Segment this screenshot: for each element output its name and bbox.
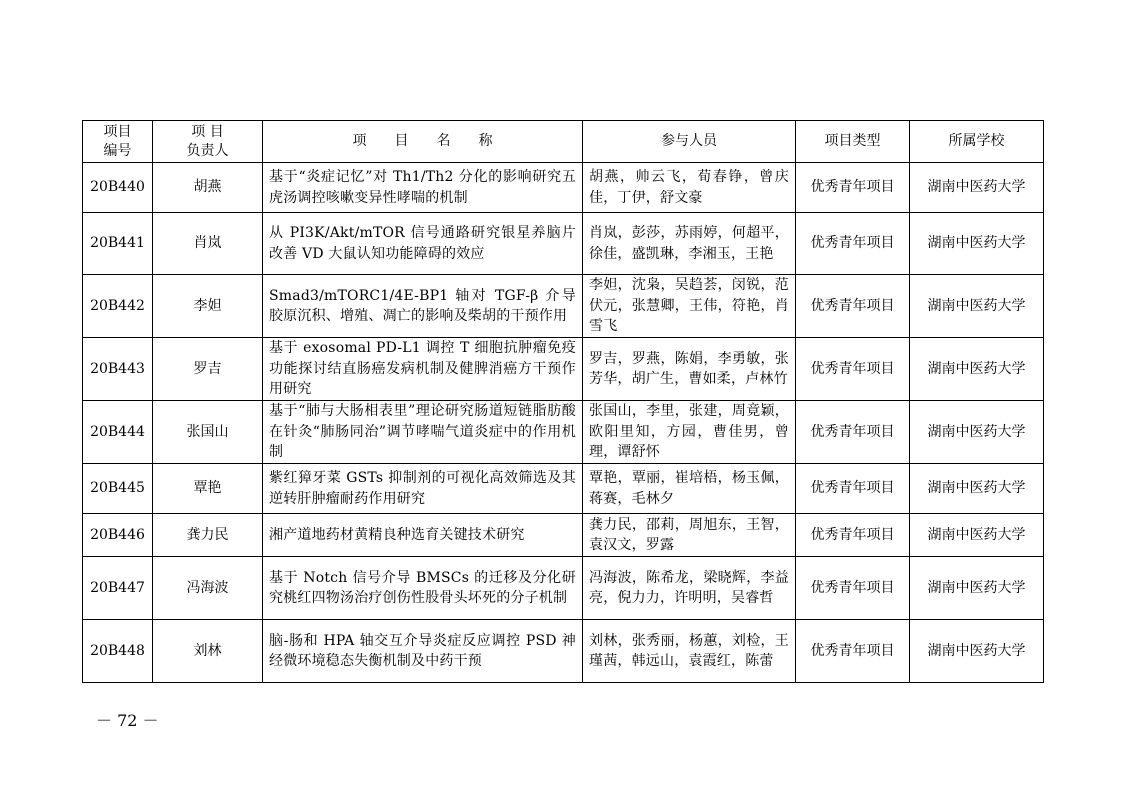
table-row — [83, 464, 1044, 514]
header-project-number — [83, 121, 153, 163]
participants-cell: 胡燕，帅云飞，荀春铮，曾庆佳，丁伊，舒文豪 — [583, 163, 796, 213]
project-number-cell: 20B445 — [83, 464, 153, 514]
header-project-type: 项目类型 — [796, 121, 910, 163]
project-type-cell: 优秀青年项目 — [796, 275, 910, 338]
table-row — [83, 557, 1044, 620]
school-cell: 湖南中医药大学 — [910, 557, 1044, 620]
school-cell: 湖南中医药大学 — [910, 275, 1044, 338]
table-row — [83, 213, 1044, 275]
participants-cell: 龚力民，邵莉，周旭东，王智，袁汉文，罗露 — [583, 514, 796, 557]
project-number-cell: 20B440 — [83, 163, 153, 213]
project-title-cell: 湘产道地药材黄精良种选育关键技术研究 — [263, 514, 583, 557]
header-project-title — [263, 121, 583, 163]
school-cell: 湖南中医药大学 — [910, 514, 1044, 557]
project-title-cell: 基于“炎症记忆”对 Th1/Th2 分化的影响研究五虎汤调控咳嗽变异性哮喘的机制 — [263, 163, 583, 213]
header-project-number-line2: 编号 — [103, 142, 132, 159]
school-cell: 湖南中医药大学 — [910, 464, 1044, 514]
table-row — [83, 338, 1044, 401]
project-number-cell: 20B442 — [83, 275, 153, 338]
project-leader-cell: 冯海波 — [153, 557, 263, 620]
project-title-cell: Smad3/mTORC1/4E-BP1 轴对 TGF-β 介导胶原沉积、增殖、凋亡的影响及柴胡的干预作用 — [263, 275, 583, 338]
project-number-cell: 20B443 — [83, 338, 153, 401]
header-project-title-text: 项 目 名 称 — [352, 133, 493, 149]
project-leader-cell: 肖岚 — [153, 213, 263, 275]
project-leader-cell: 覃艳 — [153, 464, 263, 514]
project-leader-cell: 李妲 — [153, 275, 263, 338]
participants-cell: 罗吉，罗燕，陈娟，李勇敏，张芳华，胡广生，曹如柔，卢林竹 — [583, 338, 796, 401]
participants-cell: 肖岚，彭莎，苏雨婷，何超平，徐佳，盛凯琳，李湘玉，王艳 — [583, 213, 796, 275]
header-project-leader-line1: 项 目 — [191, 123, 224, 140]
participants-cell: 张国山，李里，张建，周竟颖，欧阳里知，方园，曹佳男，曾理，谭舒怀 — [583, 401, 796, 464]
participants-cell: 覃艳，覃丽，崔培梧，杨玉佩，蒋赛，毛林夕 — [583, 464, 796, 514]
school-cell: 湖南中医药大学 — [910, 338, 1044, 401]
header-project-number-line1: 项目 — [103, 123, 132, 140]
project-number-cell: 20B446 — [83, 514, 153, 557]
table-row — [83, 401, 1044, 464]
project-title-cell: 从 PI3K/Akt/mTOR 信号通路研究银星养脑片改善 VD 大鼠认知功能障碍的效应 — [263, 213, 583, 275]
table-header-row — [83, 121, 1044, 163]
project-leader-cell: 胡燕 — [153, 163, 263, 213]
header-project-leader — [153, 121, 263, 163]
project-table — [82, 120, 1044, 683]
participants-cell: 刘林，张秀丽，杨蕙，刘检，王瑾茜，韩远山，袁霞红，陈蕾 — [583, 620, 796, 683]
table-row — [83, 163, 1044, 213]
project-number-cell: 20B447 — [83, 557, 153, 620]
school-cell: 湖南中医药大学 — [910, 213, 1044, 275]
project-type-cell: 优秀青年项目 — [796, 401, 910, 464]
project-leader-cell: 龚力民 — [153, 514, 263, 557]
project-type-cell: 优秀青年项目 — [796, 213, 910, 275]
project-leader-cell: 罗吉 — [153, 338, 263, 401]
project-type-cell: 优秀青年项目 — [796, 514, 910, 557]
page-number: － 72 － — [96, 711, 159, 730]
project-title-cell: 基于“肺与大肠相表里”理论研究肠道短链脂肪酸在针灸“肺肠同治”调节哮喘气道炎症中的作用机制 — [263, 401, 583, 464]
school-cell: 湖南中医药大学 — [910, 620, 1044, 683]
project-type-cell: 优秀青年项目 — [796, 163, 910, 213]
table-row — [83, 620, 1044, 683]
project-type-cell: 优秀青年项目 — [796, 464, 910, 514]
project-title-cell: 脑-肠和 HPA 轴交互介导炎症反应调控 PSD 神经微环境稳态失衡机制及中药干预 — [263, 620, 583, 683]
school-cell: 湖南中医药大学 — [910, 401, 1044, 464]
project-title-cell: 紫红獐牙菜 GSTs 抑制剂的可视化高效筛选及其逆转肝肿瘤耐药作用研究 — [263, 464, 583, 514]
header-participants: 参与人员 — [583, 121, 796, 163]
project-title-cell: 基于 Notch 信号介导 BMSCs 的迁移及分化研究桃红四物汤治疗创伤性股骨头坏死的分子机制 — [263, 557, 583, 620]
project-title-cell: 基于 exosomal PD-L1 调控 T 细胞抗肿瘤免疫功能探讨结直肠癌发病机制及健脾消癌方干预作用研究 — [263, 338, 583, 401]
project-number-cell: 20B441 — [83, 213, 153, 275]
table-row — [83, 514, 1044, 557]
participants-cell: 李妲，沈枭，吴趋荟，闵锐，范伏元，张慧卿，王伟，符艳，肖雪飞 — [583, 275, 796, 338]
school-cell: 湖南中医药大学 — [910, 163, 1044, 213]
project-number-cell: 20B444 — [83, 401, 153, 464]
header-school: 所属学校 — [910, 121, 1044, 163]
project-type-cell: 优秀青年项目 — [796, 557, 910, 620]
project-type-cell: 优秀青年项目 — [796, 620, 910, 683]
project-leader-cell: 张国山 — [153, 401, 263, 464]
header-project-leader-line2: 负责人 — [186, 142, 229, 159]
participants-cell: 冯海波，陈希龙，梁晓辉，李益亮，倪力力，许明明，吴睿哲 — [583, 557, 796, 620]
table-row — [83, 275, 1044, 338]
project-leader-cell: 刘林 — [153, 620, 263, 683]
project-number-cell: 20B448 — [83, 620, 153, 683]
project-type-cell: 优秀青年项目 — [796, 338, 910, 401]
